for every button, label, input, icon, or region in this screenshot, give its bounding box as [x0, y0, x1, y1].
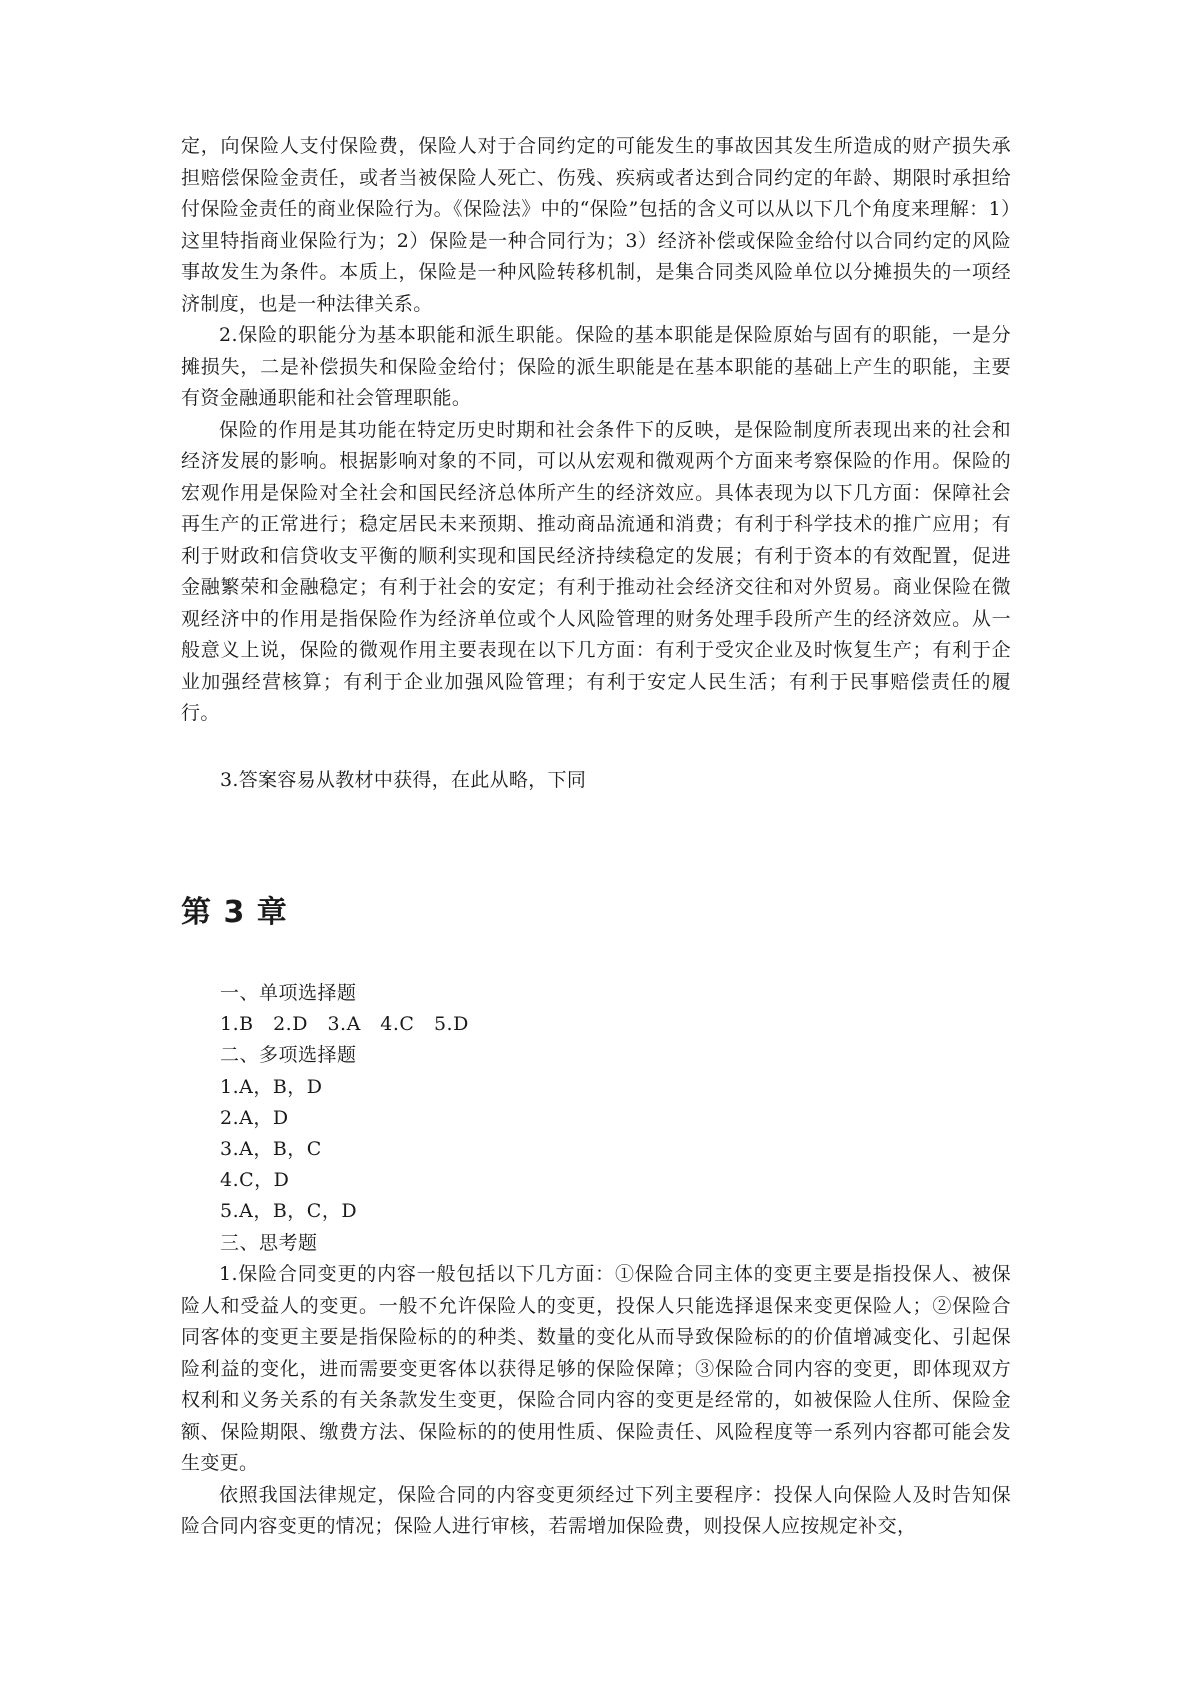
paragraph-insurance-effects: 保险的作用是其功能在特定历史时期和社会条件下的反映，是保险制度所表现出来的社会和经济发展的影响。根据影响对象的不同，可以从宏观和微观两个方面来考察保险的作用。保险的宏观作用是保险对全社会和国民经济总体所产生的经济效应。具体表现为以下几方面：保障社会再生产的正常进行；稳定居民未来预期、推动商品流通和消费；有利于科学技术的推广应用；有利于财政和信贷收支平衡的顺利实现和国民经济持续稳定的发展；有利于资本的有效配置，促进金融繁荣和金融稳定；有利于社会的安定；有利于推动社会经济交往和对外贸易。商业保险在微观经济中的作用是指保险作为经济单位或个人风险管理的财务处理手段所产生的经济效应。从一般意义上说，保险的微观作用主要表现在以下几方面：有利于受灾企业及时恢复生产；有利于企业加强经营核算；有利于企业加强风险管理；有利于安定人民生活；有利于民事赔偿责任的履行。	[181, 418, 1011, 724]
answer-note: 3.答案容易从教材中获得，在此从略，下同	[220, 769, 587, 791]
paragraph-insurance-functions: 2.保险的职能分为基本职能和派生职能。保险的基本职能是保险原始与固有的职能，一是分摊损失，二是补偿损失和保险金给付；保险的派生职能是在基本职能的基础上产生的职能，主要有资金融通职能和社会管理职能。	[181, 324, 1011, 409]
section-title-thinking-questions: 三、思考题	[220, 1231, 318, 1254]
section-title-multiple-choice: 二、多项选择题	[220, 1044, 357, 1067]
paragraph-insurance-definition: 定，向保险人支付保险费，保险人对于合同约定的可能发生的事故因其发生所造成的财产损失承担赔偿保险金责任，或者当被保险人死亡、伤残、疾病或者达到合同约定的年龄、期限时承担给付保险金责任的商业保险行为。《保险法》中的“保险”包括的含义可以从以下几个角度来理解：1）这里特指商业保险行为；2）保险是一种合同行为；3）经济补偿或保险金给付以合同约定的风险事故发生为条件。本质上，保险是一种风险转移机制，是集合同类风险单位以分摊损失的一项经济制度，也是一种法律关系。	[181, 135, 1011, 315]
chapter-heading: 第 3 章	[181, 895, 288, 930]
multiple-choice-answer: 5.A，B，C，D	[220, 1200, 358, 1223]
multiple-choice-answer: 4.C，D	[220, 1169, 290, 1192]
multiple-choice-answer: 1.A，B，D	[220, 1075, 323, 1098]
bottom-text-block	[181, 1259, 1011, 1543]
top-text-block	[181, 131, 1011, 730]
multiple-choice-answer: 2.A，D	[220, 1106, 289, 1129]
single-choice-answers: 1.B 2.D 3.A 4.C 5.D	[220, 1013, 469, 1036]
answer-list	[220, 978, 920, 1259]
paragraph-change-procedure: 依照我国法律规定，保险合同的内容变更须经过下列主要程序：投保人向保险人及时告知保险合同内容变更的情况；保险人进行审核，若需增加保险费，则投保人应按规定补交，	[181, 1483, 1011, 1537]
multiple-choice-answer: 3.A，B，C	[220, 1138, 322, 1161]
section-title-single-choice: 一、单项选择题	[220, 982, 357, 1004]
paragraph-contract-change: 1.保险合同变更的内容一般包括以下几方面：①保险合同主体的变更主要是指投保人、被保险人和受益人的变更。一般不允许保险人的变更，投保人只能选择退保来变更保险人；②保险合同客体的变更主要是指保险标的的种类、数量的变化从而导致保险标的的价值增减变化、引起保险利益的变化，进而需要变更客体以获得足够的保险保障；③保险合同内容的变更，即体现双方权利和义务关系的有关条款发生变更，保险合同内容的变更是经常的，如被保险人住所、保险金额、保险期限、缴费方法、保险标的的使用性质、保险责任、风险程度等一系列内容都可能会发生变更。	[181, 1263, 1011, 1474]
